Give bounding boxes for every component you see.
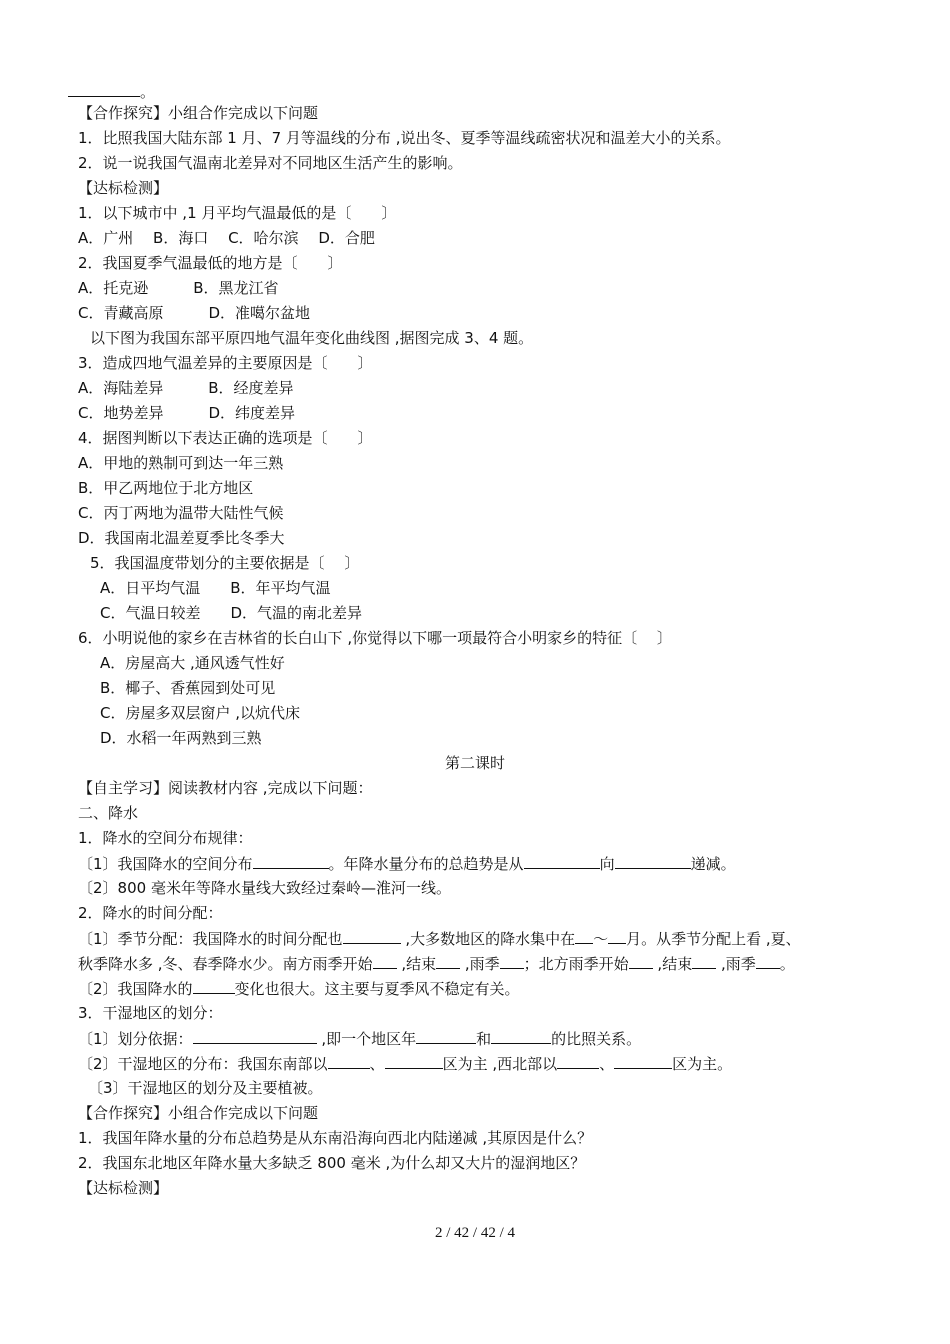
- option: C．丙丁两地为温带大陆性气候: [78, 504, 284, 522]
- text-line: 。: [68, 80, 155, 103]
- question: 2．我国东北地区年降水量大多缺乏 800 毫米 ,为什么却又大片的湿润地区？: [78, 1154, 586, 1172]
- question: 1．我国年降水量的分布总趋势是从东南沿海向西北内陆递减 ,其原因是什么？: [78, 1129, 593, 1147]
- option: D．水稻一年两熟到三熟: [100, 729, 262, 747]
- fill-in-line: 〔1〕季节分配：我国降水的时间分配也 ,大多数地区的降水集中在 ～ 月。从季节分配上看 ,夏、: [78, 927, 801, 950]
- section-heading: 【合作探究】小组合作完成以下问题: [78, 1104, 319, 1122]
- question: 6．小明说他的家乡在吉林省的长白山下 ,你觉得以下哪一项最符合小明家乡的特征〔 〕: [78, 629, 672, 647]
- question: 3．干湿地区的划分：: [78, 1004, 223, 1022]
- option: A．房屋高大 ,通风透气性好: [100, 654, 285, 672]
- options: C．地势差异 D．纬度差异: [78, 404, 296, 422]
- blank: [253, 852, 329, 869]
- blank: [524, 852, 600, 869]
- question: 1．以下城市中 ,1 月平均气温最低的是〔 〕: [78, 204, 397, 222]
- blank: [373, 952, 397, 969]
- text-line: 〔3〕干湿地区的划分及主要植被。: [88, 1079, 323, 1097]
- options: A．日平均气温 B．年平均气温: [100, 579, 331, 597]
- blank: [193, 1027, 317, 1044]
- blank: [608, 927, 626, 944]
- option: C．房屋多双层窗户 ,以炕代床: [100, 704, 301, 722]
- option: A．甲地的熟制可到达一年三熟: [78, 454, 284, 472]
- blank: [491, 1027, 551, 1044]
- question: 5．我国温度带划分的主要依据是〔 〕: [90, 554, 360, 572]
- fill-in-line: 秋季降水多 ,冬、春季降水少。南方雨季开始 ,结束 ,雨季 ；北方雨季开始 ,结束 ,雨季 。: [78, 952, 795, 975]
- blank: [692, 952, 716, 969]
- lesson-title: 第二课时: [444, 754, 505, 772]
- question: 2．我国夏季气温最低的地方是〔 〕: [78, 254, 343, 272]
- options: C．气温日较差 D．气温的南北差异: [100, 604, 363, 622]
- blank: [629, 952, 653, 969]
- blank: [557, 1052, 599, 1069]
- blank: [615, 852, 691, 869]
- blank: [328, 1052, 370, 1069]
- section-heading: 【合作探究】小组合作完成以下问题: [78, 104, 319, 122]
- section-heading: 【达标检测】: [78, 179, 169, 197]
- blank: [575, 927, 593, 944]
- blank: [436, 952, 460, 969]
- options: A．广州 B．海口 C．哈尔滨 D．合肥: [78, 229, 375, 247]
- fill-in-line: 〔2〕干湿地区的分布：我国东南部以 、 区为主 ,西北部以 、 区为主。: [78, 1052, 732, 1075]
- option: B．椰子、香蕉园到处可见: [100, 679, 276, 697]
- subsection-heading: 二、降水: [78, 804, 139, 822]
- page-number: 2 / 42 / 42 / 4: [434, 1225, 515, 1241]
- option: D．我国南北温差夏季比冬季大: [78, 529, 285, 547]
- options: A．海陆差异 B．经度差异: [78, 379, 294, 397]
- question: 4．据图判断以下表达正确的选项是〔 〕: [78, 429, 373, 447]
- fill-in-line: 〔1〕我国降水的空间分布 。年降水量分布的总趋势是从 向 递减。: [78, 852, 736, 875]
- text-line: 〔2〕800 毫米年等降水量线大致经过秦岭—淮河一线。: [78, 879, 451, 897]
- section-heading: 【达标检测】: [78, 1179, 169, 1197]
- blank: [416, 1027, 476, 1044]
- blank: [500, 952, 524, 969]
- options: C．青藏高原 D．准噶尔盆地: [78, 304, 311, 322]
- blank: [68, 80, 140, 97]
- blank: [614, 1052, 672, 1069]
- question: 2．说一说我国气温南北差异对不同地区生活产生的影响。: [78, 154, 463, 172]
- fill-in-line: 〔1〕划分依据： ,即一个地区年 和 的比照关系。: [78, 1027, 641, 1050]
- question: 1．降水的空间分布规律：: [78, 829, 253, 847]
- question: 3．造成四地气温差异的主要原因是〔 〕: [78, 354, 373, 372]
- instruction: 以下图为我国东部平原四地气温年变化曲线图 ,据图完成 3、4 题。: [90, 329, 534, 347]
- question: 2．降水的时间分配：: [78, 904, 223, 922]
- question: 1．比照我国大陆东部 1 月、7 月等温线的分布 ,说出冬、夏季等温线疏密状况和温差大小的关系。: [78, 129, 731, 147]
- blank: [343, 927, 401, 944]
- option: B．甲乙两地位于北方地区: [78, 479, 254, 497]
- section-heading: 【自主学习】阅读教材内容 ,完成以下问题：: [78, 779, 373, 797]
- blank: [756, 952, 780, 969]
- blank: [385, 1052, 443, 1069]
- fill-in-line: 〔2〕我国降水的 变化也很大。这主要与夏季风不稳定有关。: [78, 977, 520, 1000]
- options: A．托克逊 B．黑龙江省: [78, 279, 279, 297]
- blank: [193, 977, 235, 994]
